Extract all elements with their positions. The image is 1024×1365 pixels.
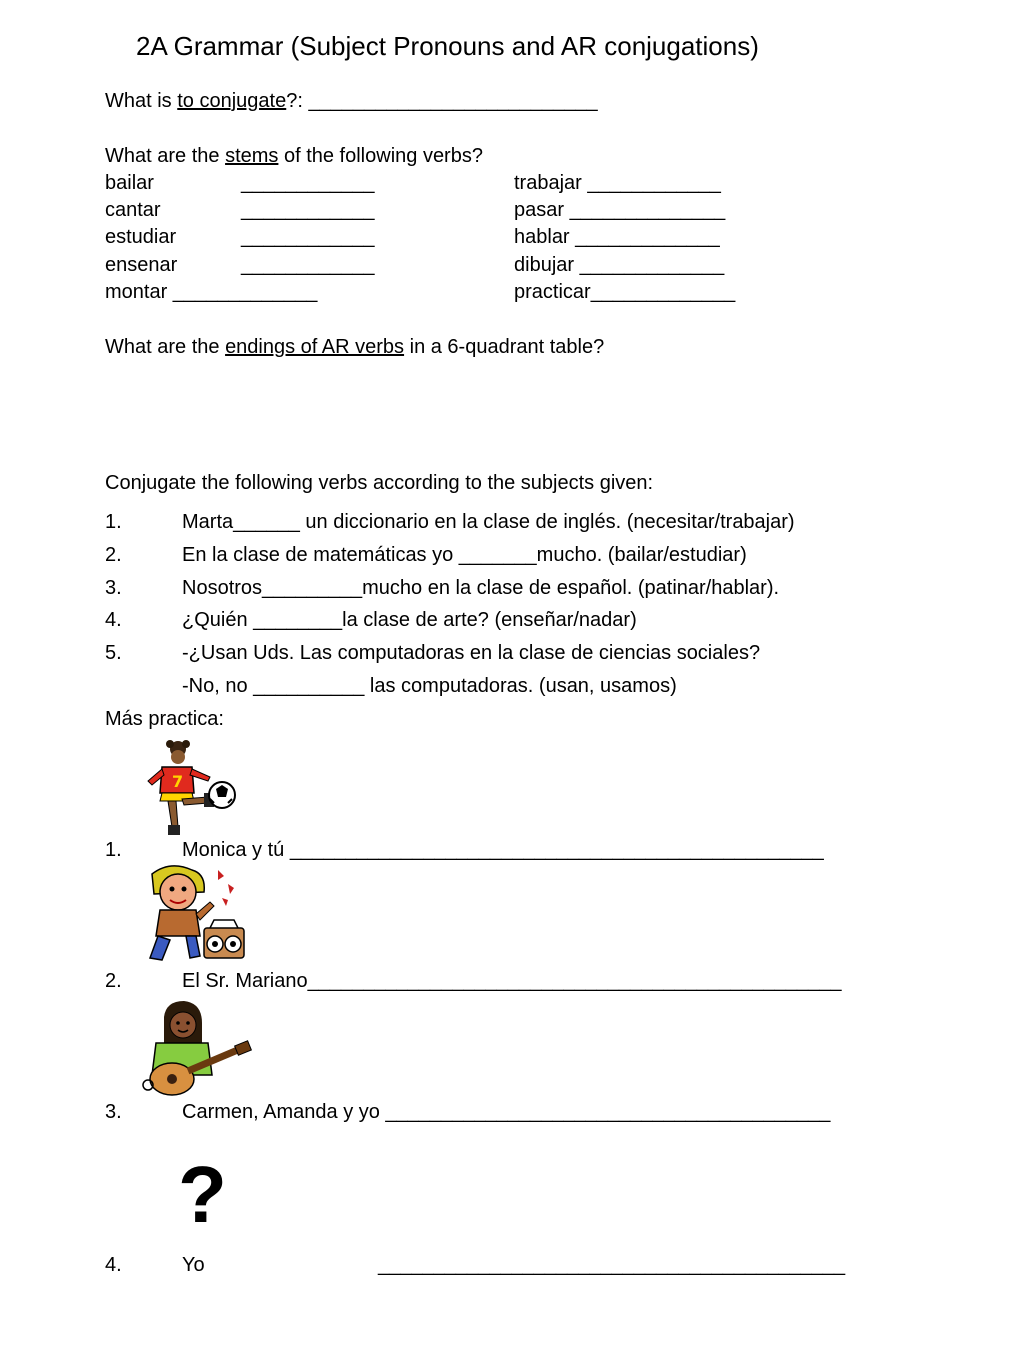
conjugate-instructions: Conjugate the following verbs according to the subjects given:: [105, 472, 654, 494]
mas-practica-heading: Más practica:: [105, 708, 224, 730]
verb-item: ensenar: [105, 254, 178, 276]
verb-item: trabajar ____________: [514, 172, 721, 194]
conjugation-sentence: Marta______ un diccionario en la clase de inglés. (necesitar/trabajar): [182, 511, 795, 533]
verb-item: practicar_____________: [514, 281, 736, 303]
verb-blank: ____________: [241, 226, 375, 248]
conjugation-sentence: ¿Quién ________la clase de arte? (enseñar/nadar): [182, 609, 637, 631]
q1-answer-blank: ?: __________________________: [286, 90, 598, 112]
q2-term: stems: [225, 145, 279, 167]
item-number: 2.: [105, 970, 122, 992]
question-stems: [105, 144, 483, 168]
question-conjugate: [105, 89, 598, 113]
question-mark-icon: ?: [178, 1150, 227, 1239]
item-number: 3.: [105, 577, 122, 599]
conjugation-answer-line: -No, no __________ las computadoras. (usan, usamos): [182, 675, 677, 697]
conjugation-sentence: Nosotros_________mucho en la clase de español. (patinar/hablar).: [182, 577, 780, 599]
practice-sentence: Yo: [182, 1254, 205, 1276]
verb-item: hablar _____________: [514, 226, 720, 248]
q3-term: endings of AR verbs: [225, 336, 405, 358]
verb-blank: ____________: [241, 254, 375, 276]
item-number: 4.: [105, 1254, 122, 1276]
verb-blank: ____________: [241, 199, 375, 221]
item-number: 2.: [105, 544, 122, 566]
page-title: 2A Grammar (Subject Pronouns and AR conjugations): [136, 31, 759, 61]
q2-prefix: What are the: [105, 145, 226, 167]
q3-suffix: in a 6-quadrant table?: [404, 336, 605, 358]
practice-sentence: Monica y tú ________________________________________________: [182, 839, 824, 861]
q3-prefix: What are the: [105, 336, 226, 358]
soccer-girl-icon: [134, 737, 244, 839]
item-number: 1.: [105, 839, 122, 861]
dancing-boy-icon: [140, 862, 250, 966]
verb-item: estudiar: [105, 226, 177, 248]
item-number: 1.: [105, 511, 122, 533]
verb-item: cantar: [105, 199, 161, 221]
verb-item: montar _____________: [105, 281, 318, 303]
practice-answer-blank: __________________________________________: [378, 1254, 846, 1276]
item-number: 3.: [105, 1101, 122, 1123]
verb-blank: ____________: [241, 172, 375, 194]
item-number: 5.: [105, 642, 122, 664]
item-number: 4.: [105, 609, 122, 631]
conjugation-sentence: -¿Usan Uds. Las computadoras en la clase de ciencias sociales?: [182, 642, 761, 664]
practice-sentence: Carmen, Amanda y yo ________________________________________: [182, 1101, 831, 1123]
practice-sentence: El Sr. Mariano________________________________________________: [182, 970, 842, 992]
verb-item: dibujar _____________: [514, 254, 725, 276]
conjugation-sentence: En la clase de matemáticas yo _______mucho. (bailar/estudiar): [182, 544, 747, 566]
verb-item: bailar: [105, 172, 154, 194]
verb-item: pasar ______________: [514, 199, 726, 221]
guitar-girl-icon: [136, 999, 254, 1099]
q2-suffix: of the following verbs?: [278, 145, 483, 167]
q1-prefix: What is: [105, 90, 178, 112]
q1-term: to conjugate: [177, 90, 287, 112]
svg-text:7: 7: [172, 772, 184, 791]
question-endings: [105, 335, 604, 359]
